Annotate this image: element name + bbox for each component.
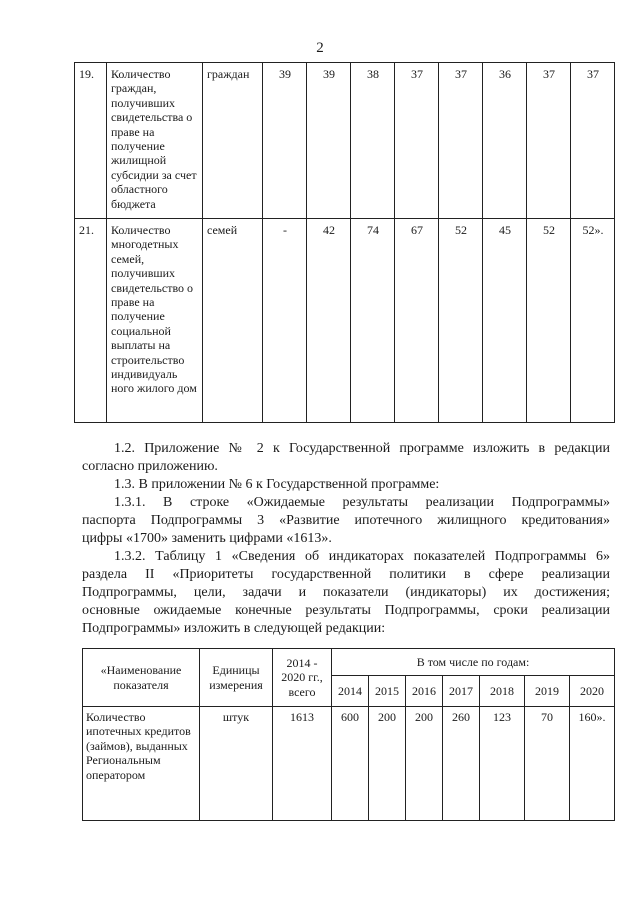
value-cell: 52 bbox=[527, 219, 571, 423]
paragraph-line: согласно приложению. bbox=[82, 459, 218, 474]
value-cell: - bbox=[263, 219, 307, 423]
value-cell: 37 bbox=[395, 63, 439, 219]
value-cell: 37 bbox=[571, 63, 615, 219]
subprogram-6-indicators-table bbox=[82, 648, 615, 821]
value-cell: 45 bbox=[483, 219, 527, 423]
table-row bbox=[75, 219, 615, 423]
year-header: 2016 bbox=[406, 676, 443, 707]
indicators-table-continued bbox=[74, 62, 615, 423]
table-header-row bbox=[83, 649, 615, 676]
paragraph-1-3-1 bbox=[82, 494, 610, 548]
paragraph-line: 1.3.1. В строке «Ожидаемые результаты реализации Подпрограммы» bbox=[114, 495, 610, 510]
value-cell: 600 bbox=[332, 707, 369, 821]
paragraph-line: паспорта Подпрограммы 3 «Развитие ипотечного жилищного кредитования» bbox=[82, 513, 610, 528]
value-cell: 74 bbox=[351, 219, 395, 423]
indicator-name: Количество ипотечных кредитов (займов), выданных Региональным оператором bbox=[83, 707, 200, 821]
paragraph-line: основные ожидаемые конечные результаты Подпрограммы, сроки реализации bbox=[82, 603, 610, 618]
row-number: 21. bbox=[75, 219, 107, 423]
paragraph-line: Подпрограммы, цели, задачи и показатели (индикаторы) их достижения; bbox=[82, 585, 610, 600]
value-cell: 37 bbox=[527, 63, 571, 219]
header-total: 2014 - 2020 гг., всего bbox=[273, 649, 332, 707]
row-number: 19. bbox=[75, 63, 107, 219]
value-cell: 39 bbox=[263, 63, 307, 219]
indicator-name: Количество граждан, получивших свидетельства о праве на получение жилищной субсидии за счет областного бюджета bbox=[107, 63, 203, 219]
paragraph-1-2 bbox=[82, 440, 610, 476]
indicator-unit: штук bbox=[200, 707, 273, 821]
value-cell: 260 bbox=[443, 707, 480, 821]
value-cell: 200 bbox=[369, 707, 406, 821]
indicator-unit: граждан bbox=[203, 63, 263, 219]
paragraph-line: 1.2. Приложение № 2 к Государственной программе изложить в редакции bbox=[114, 441, 610, 456]
value-cell: 39 bbox=[307, 63, 351, 219]
value-cell: 52». bbox=[571, 219, 615, 423]
table-row bbox=[75, 63, 615, 219]
header-unit: Единицы измерения bbox=[200, 649, 273, 707]
year-header: 2020 bbox=[570, 676, 615, 707]
paragraph-line: 1.3. В приложении № 6 к Государственной программе: bbox=[114, 477, 440, 492]
year-header: 2019 bbox=[525, 676, 570, 707]
value-cell: 123 bbox=[480, 707, 525, 821]
paragraph-line: раздела II «Приоритеты государственной политики в сфере реализации bbox=[82, 567, 610, 582]
table-row bbox=[83, 707, 615, 821]
year-header: 2017 bbox=[443, 676, 480, 707]
paragraph-1-3 bbox=[82, 476, 610, 494]
paragraph-line: Подпрограммы» изложить в следующей редакции: bbox=[82, 621, 386, 636]
value-cell: 37 bbox=[439, 63, 483, 219]
value-cell: 160». bbox=[570, 707, 615, 821]
indicator-total: 1613 bbox=[273, 707, 332, 821]
header-name: «Наименование показателя bbox=[83, 649, 200, 707]
value-cell: 52 bbox=[439, 219, 483, 423]
value-cell: 70 bbox=[525, 707, 570, 821]
indicator-name: Количество многодетных семей, получивших свидетельство о праве на получение социальной выплаты на строительство индивидуаль ного жилого дом bbox=[107, 219, 203, 423]
page-number: 2 bbox=[316, 40, 324, 56]
paragraph-1-3-2 bbox=[82, 548, 610, 638]
value-cell: 38 bbox=[351, 63, 395, 219]
value-cell: 67 bbox=[395, 219, 439, 423]
header-by-year: В том числе по годам: bbox=[332, 649, 615, 676]
year-header: 2015 bbox=[369, 676, 406, 707]
value-cell: 200 bbox=[406, 707, 443, 821]
paragraph-line: цифры «1700» заменить цифрами «1613». bbox=[82, 531, 332, 546]
indicator-unit: семей bbox=[203, 219, 263, 423]
value-cell: 36 bbox=[483, 63, 527, 219]
value-cell: 42 bbox=[307, 219, 351, 423]
paragraph-line: 1.3.2. Таблицу 1 «Сведения об индикаторах показателей Подпрограммы 6» bbox=[114, 549, 610, 564]
year-header: 2014 bbox=[332, 676, 369, 707]
year-header: 2018 bbox=[480, 676, 525, 707]
